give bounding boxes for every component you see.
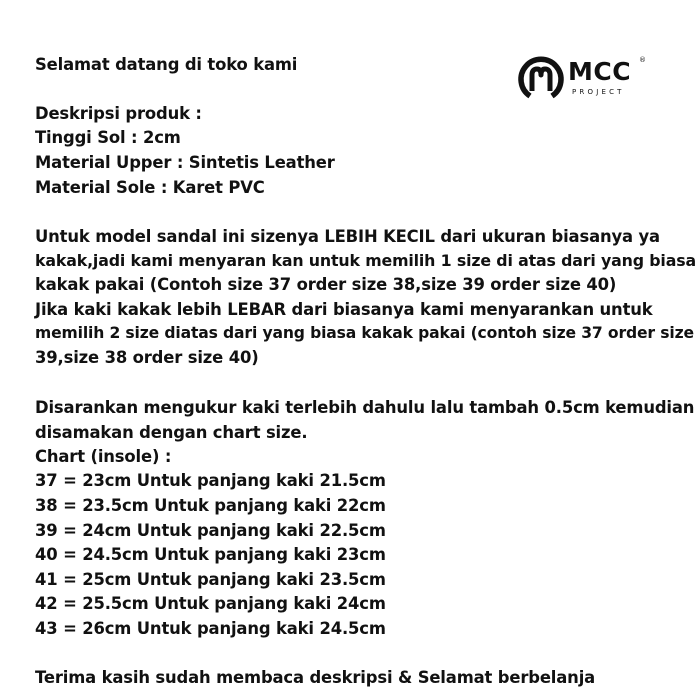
mcc-project-logo — [516, 55, 656, 105]
size-note-line: Untuk model sandal ini sizenya LEBIH KECIL dari ukuran biasanya ya — [35, 227, 660, 246]
closing-text: Terima kasih sudah membaca deskripsi & Selamat berbelanja — [35, 668, 596, 687]
logo-name: MCC — [568, 57, 632, 86]
logo-subtitle: PROJECT — [572, 88, 625, 96]
spec-line: Material Sole : Karet PVC — [35, 178, 265, 197]
spec-line: Material Upper : Sintetis Leather — [35, 153, 335, 172]
size-chart-row: 41 = 25cm Untuk panjang kaki 23.5cm — [35, 570, 386, 589]
size-chart-row: 43 = 26cm Untuk panjang kaki 24.5cm — [35, 619, 386, 638]
mcc-emblem-icon — [516, 55, 566, 105]
size-chart-row: 42 = 25.5cm Untuk panjang kaki 24cm — [35, 594, 386, 613]
size-note-line: kakak pakai (Contoh size 37 order size 38,size 39 order size 40) — [35, 275, 617, 294]
chart-heading: Chart (insole) : — [35, 447, 172, 466]
size-note-line: Jika kaki kakak lebih LEBAR dari biasanya kami menyarankan untuk — [35, 300, 653, 319]
size-chart-row: 38 = 23.5cm Untuk panjang kaki 22cm — [35, 496, 386, 515]
size-note-line: memilih 2 size diatas dari yang biasa kakak pakai (contoh size 37 order size — [35, 324, 694, 342]
logo-registered-mark: ® — [639, 56, 646, 64]
description-heading: Deskripsi produk : — [35, 104, 202, 123]
size-note-line: kakak,jadi kami menyaran kan untuk memilih 1 size di atas dari yang biasa — [35, 251, 696, 270]
size-chart-row: 40 = 24.5cm Untuk panjang kaki 23cm — [35, 545, 386, 564]
size-chart-row: 37 = 23cm Untuk panjang kaki 21.5cm — [35, 471, 386, 490]
size-note-line: 39,size 38 order size 40) — [35, 348, 259, 367]
measure-note-line: Disarankan mengukur kaki terlebih dahulu lalu tambah 0.5cm kemudian — [35, 398, 695, 417]
size-chart-row: 39 = 24cm Untuk panjang kaki 22.5cm — [35, 521, 386, 540]
greeting-text: Selamat datang di toko kami — [35, 55, 298, 74]
measure-note-line: disamakan dengan chart size. — [35, 423, 308, 442]
spec-line: Tinggi Sol : 2cm — [35, 128, 181, 147]
